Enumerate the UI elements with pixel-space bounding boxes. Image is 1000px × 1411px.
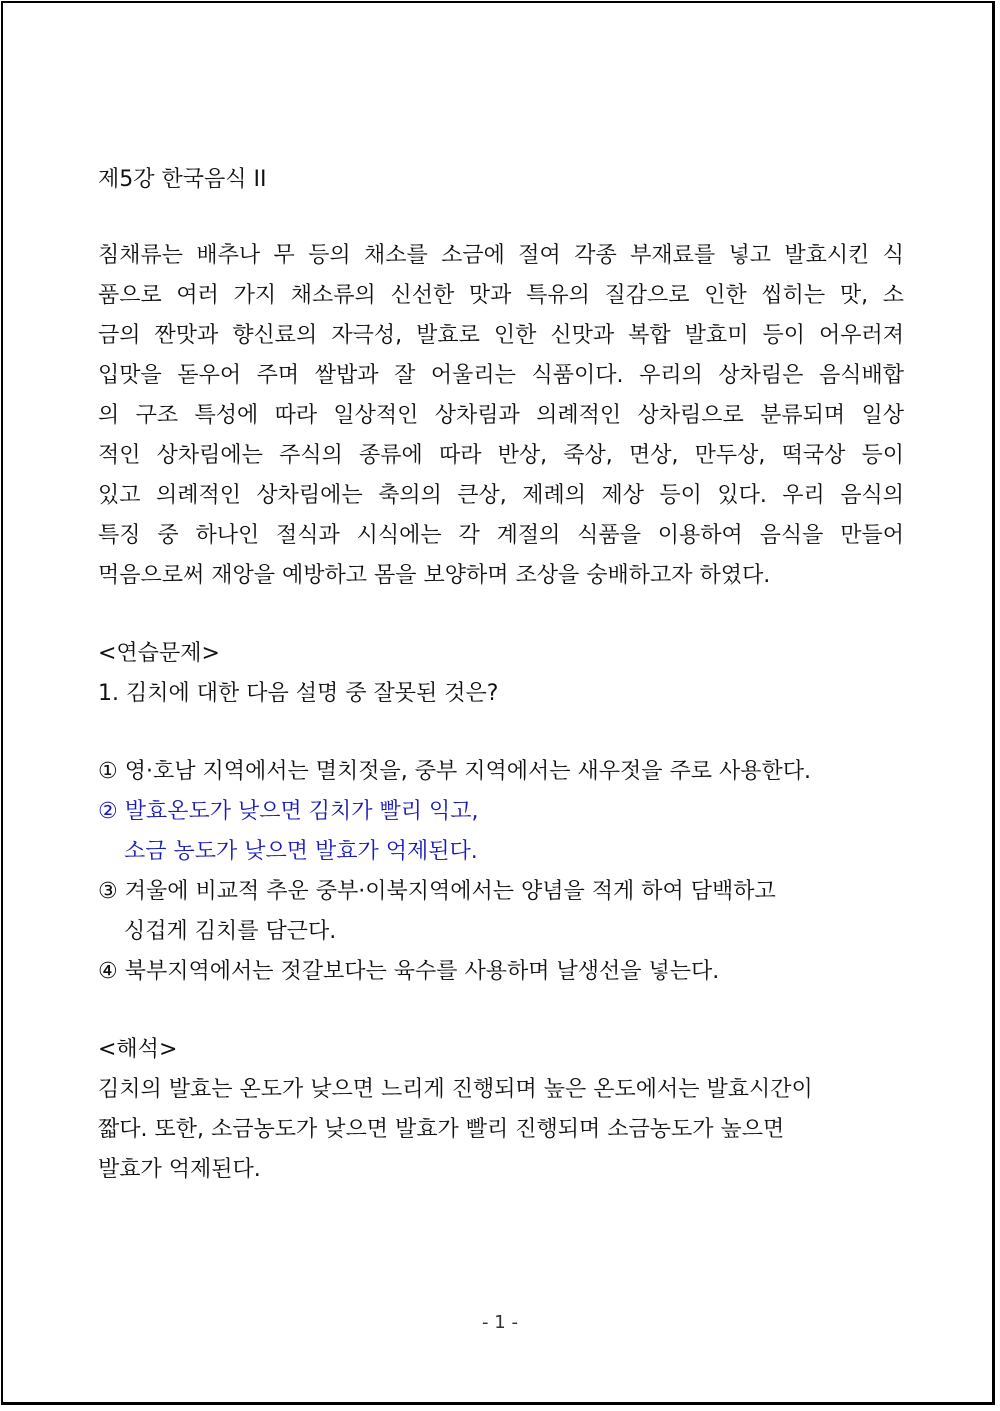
lecture-title: 제5강 한국음식 II <box>98 167 267 192</box>
intro-line: 품으로 여러 가지 채소류의 신선한 맛과 특유의 질감으로 인한 씹히는 맛, 소 <box>98 283 904 308</box>
intro-paragraph <box>98 236 904 596</box>
intro-line: 침채류는 배추나 무 등의 채소를 소금에 절여 각종 부재료를 넣고 발효시킨 식 <box>98 243 904 268</box>
intro-line: 특징 중 하나인 절식과 시식에는 각 계절의 식품을 이용하여 음식을 만들어 <box>98 523 904 548</box>
intro-line: 먹음으로써 재앙을 예방하고 몸을 보양하며 조상을 숭배하고자 하였다. <box>98 563 771 588</box>
option-4: ④ 북부지역에서는 젓갈보다는 육수를 사용하며 날생선을 넣는다. <box>98 959 720 984</box>
intro-line: 적인 상차림에는 주식의 종류에 따라 반상, 죽상, 면상, 만두상, 떡국상 등이 <box>98 443 904 468</box>
page-number: - 1 - <box>482 1312 518 1333</box>
intro-line: 있고 의례적인 상차림에는 축의의 큰상, 제례의 제상 등이 있다. 우리 음식의 <box>98 483 904 508</box>
exercise-label: <연습문제> <box>98 641 220 666</box>
intro-line: 의 구조 특성에 따라 일상적인 상차림과 의례적인 상차림으로 분류되며 일상 <box>98 403 904 428</box>
explanation-line: 김치의 발효는 온도가 낮으면 느리게 진행되며 높은 온도에서는 발효시간이 <box>98 1077 813 1102</box>
intro-line: 입맛을 돋우어 주며 쌀밥과 잘 어울리는 식품이다. 우리의 상차림은 음식배합 <box>98 363 904 388</box>
option-1: ① 영·호남 지역에서는 멸치젓을, 중부 지역에서는 새우젓을 주로 사용한다. <box>98 759 811 784</box>
answer-options <box>98 752 904 992</box>
explanation-line: 발효가 억제된다. <box>98 1157 261 1182</box>
option-2-line-2: 소금 농도가 낮으면 발효가 억제된다. <box>124 839 478 864</box>
intro-line: 금의 짠맛과 향신료의 자극성, 발효로 인한 신맛과 복합 발효미 등이 어우러져 <box>98 323 904 348</box>
document-body <box>98 160 904 1190</box>
option-3-line-2: 싱겁게 김치를 담근다. <box>124 919 337 944</box>
exercise-question: 1. 김치에 대한 다음 설명 중 잘못된 것은? <box>98 681 499 706</box>
option-3-line-1: ③ 겨울에 비교적 추운 중부·이북지역에서는 양념을 적게 하여 담백하고 <box>98 879 776 904</box>
option-2-line-1: ② 발효온도가 낮으면 김치가 빨리 익고, <box>98 799 479 824</box>
explanation-line: 짧다. 또한, 소금농도가 낮으면 발효가 빨리 진행되며 소금농도가 높으면 <box>98 1117 785 1142</box>
explanation-label: <해석> <box>98 1037 178 1062</box>
explanation-text <box>98 1070 904 1190</box>
